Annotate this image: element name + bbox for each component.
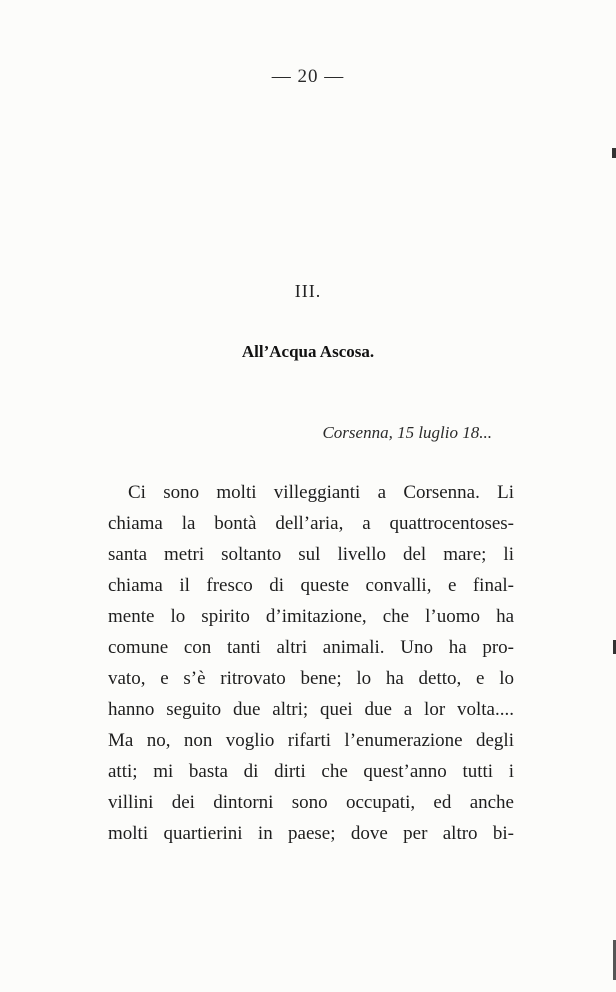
- text-line: hanno seguito due altri; quei due a lor volta....: [108, 699, 514, 720]
- text-line: santa metri soltanto sul livello del mare; li: [108, 544, 514, 565]
- text-line: Ma no, non voglio rifarti l’enumerazione degli: [108, 730, 514, 751]
- text-line: villini dei dintorni sono occupati, ed anche: [108, 792, 514, 813]
- text-line: Ci sono molti villeggianti a Corsenna. Li: [128, 482, 514, 503]
- text-line: molti quartierini in paese; dove per altro bi-: [108, 823, 514, 844]
- page-number: — 20 —: [271, 66, 345, 87]
- chapter-number: III.: [294, 281, 322, 301]
- text-line: atti; mi basta di dirti che quest’anno tutti i: [108, 761, 514, 782]
- chapter-title: All’Acqua Ascosa.: [241, 342, 375, 361]
- text-line: chiama il fresco di queste convalli, e final-: [108, 575, 514, 596]
- scan-edge-mark: [612, 148, 616, 158]
- body-text: [108, 477, 514, 849]
- text-line: mente lo spirito d’imitazione, che l’uomo ha: [108, 606, 514, 627]
- text-line: comune con tanti altri animali. Uno ha pro-: [108, 637, 514, 658]
- dateline: Corsenna, 15 luglio 18...: [322, 423, 492, 442]
- text-line: vato, e s’è ritrovato bene; lo ha detto, e lo: [108, 668, 514, 689]
- text-line: chiama la bontà dell’aria, a quattrocentoses-: [108, 513, 514, 534]
